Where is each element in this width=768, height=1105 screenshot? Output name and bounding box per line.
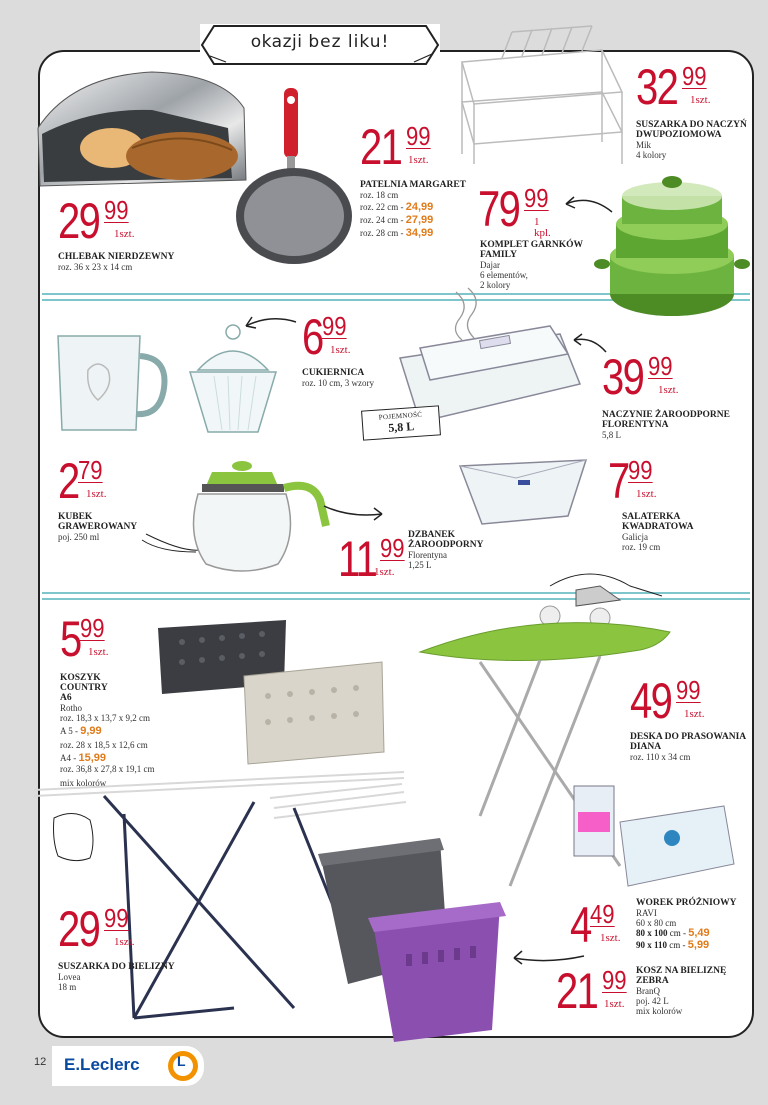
desc-worek: RAVI <box>636 908 657 918</box>
title-suszarka-bielizny: SUSZARKA DO BIELIZNY <box>58 962 175 972</box>
title-salaterka: KWADRATOWA <box>622 522 694 532</box>
desc-suszarka-naczyn: 4 kolory <box>636 150 667 160</box>
desc-garnki: 6 elementów, <box>480 270 528 280</box>
price-patelnia: 21 99 1szt. <box>360 119 431 175</box>
arrow-icon <box>240 310 300 334</box>
price-deska: 49 99 1szt. <box>630 673 705 729</box>
title-deska: DESKA DO PRASOWANIA <box>630 732 747 742</box>
desc-salaterka: Galicja <box>622 532 648 542</box>
option-koszyk-a4: A4 - 15,99 <box>60 752 107 764</box>
option-patelnia: roz. 28 cm - 34,99 <box>360 227 434 239</box>
arrow-icon <box>320 502 390 526</box>
title-naczynie: NACZYNIE ŻAROODPORNE <box>602 410 730 420</box>
price-kosz: 21 99 1szt. <box>556 963 627 1019</box>
laundry-baskets-image <box>316 834 512 1044</box>
capacity-badge: POJEMNOŚĆ 5,8 L <box>361 405 441 440</box>
option-patelnia: roz. 22 cm - 24,99 <box>360 201 434 213</box>
title-chlebak: CHLEBAK NIERDZEWNY <box>58 252 175 262</box>
pot-set-image <box>592 172 752 320</box>
title-garnki: KOMPLET GARNKÓW <box>480 240 584 250</box>
desc-suszarka-naczyn: Mik <box>636 140 652 150</box>
title-patelnia: PATELNIA MARGARET <box>360 180 467 190</box>
title-kubek: KUBEK <box>58 512 93 522</box>
price-cukiernica: 699 1szt. <box>302 309 351 365</box>
option-worek: 90 x 110 cm - 5,99 <box>636 939 710 951</box>
desc-suszarka-bielizny: Lovea <box>58 972 81 982</box>
desc-garnki: Dajar <box>480 260 500 270</box>
title-garnki: FAMILY <box>480 250 517 260</box>
desc-koszyk: roz. 28 x 18,5 x 12,6 cm <box>60 740 148 750</box>
page-number: 12 <box>34 1056 47 1068</box>
title-dzbanek: DZBANEK <box>408 530 455 540</box>
title-koszyk: KOSZYK <box>60 673 101 683</box>
vacuum-bag-image <box>572 782 738 890</box>
baskets-image <box>152 612 390 772</box>
option-patelnia: roz. 24 cm - 27,99 <box>360 214 434 226</box>
price-kubek: 279 1szt. <box>58 453 107 509</box>
desc-salaterka: roz. 19 cm <box>622 542 661 552</box>
logo-text: E.Leclerc <box>64 1055 140 1074</box>
logo-icon: L <box>168 1051 198 1081</box>
title-koszyk: A6 <box>60 693 72 703</box>
desc-deska: roz. 110 x 34 cm <box>630 752 691 762</box>
desc-chlebak: roz. 36 x 23 x 14 cm <box>58 262 133 272</box>
price-naczynie: 39 99 1szt. <box>602 349 679 405</box>
title-cukiernica: CUKIERNICA <box>302 368 365 378</box>
desc-kosz: mix kolorów <box>636 1006 683 1016</box>
price-worek: 449 1szt. <box>570 897 621 953</box>
desc-koszyk: Rotho <box>60 703 83 713</box>
dish-rack-image <box>452 22 630 172</box>
teapot-image <box>142 460 332 580</box>
option-koszyk-a5: A 5 - 9,99 <box>60 725 102 737</box>
desc-kosz: BranQ <box>636 986 660 996</box>
price-dzbanek: 11 99 1szt. <box>338 531 405 587</box>
title-naczynie: FLORENTYNA <box>602 420 669 430</box>
price-salaterka: 799 1szt. <box>608 453 657 509</box>
option-worek: 80 x 100 cm - 5,49 <box>636 927 710 939</box>
price-suszarka-bielizny: 29 99 1szt. <box>58 901 135 957</box>
salad-bowl-image <box>456 456 590 530</box>
title-suszarka-naczyn: SUSZARKA DO NACZYŃ <box>636 120 747 130</box>
title-suszarka-naczyn: DWUPOZIOMOWA <box>636 130 722 140</box>
arrow-icon <box>560 192 616 218</box>
price-suszarka-naczyn: 32 99 1szt. <box>636 59 711 115</box>
desc-patelnia: roz. 18 cm <box>360 190 399 200</box>
title-kosz: ZEBRA <box>636 976 669 986</box>
leclerc-logo[interactable] <box>52 1046 204 1086</box>
title-dzbanek: ŻAROODPORNY <box>408 540 484 550</box>
price-koszyk: 599 1szt. <box>60 611 109 667</box>
line-decoration <box>140 536 200 560</box>
desc-naczynie: 5,8 L <box>602 430 621 440</box>
desc-garnki: 2 kolory <box>480 280 511 290</box>
breadbox-image <box>32 68 250 188</box>
price-chlebak: 29 99 1szt. <box>58 193 135 249</box>
banner-text: okazji bez liku! <box>250 32 390 52</box>
desc-cukiernica: roz. 10 cm, 3 wzory <box>302 378 374 388</box>
title-kosz: KOSZ NA BIELIZNĘ <box>636 966 727 976</box>
desc-koszyk: mix kolorów <box>60 778 107 788</box>
title-koszyk: COUNTRY <box>60 683 108 693</box>
desc-kubek: poj. 250 ml <box>58 532 100 542</box>
price-garnki: 79 99 1 kpl. <box>478 181 551 239</box>
frying-pan-image <box>232 86 360 268</box>
title-deska: DIANA <box>630 742 662 752</box>
desc-worek: 60 x 80 cm <box>636 918 677 928</box>
title-worek: WOREK PRÓŻNIOWY <box>636 898 737 908</box>
desc-dzbanek: Florentyna <box>408 550 447 560</box>
mug-image <box>52 330 172 438</box>
desc-koszyk: roz. 36,8 x 27,8 x 19,1 cm <box>60 764 155 774</box>
title-kubek: GRAWEROWANY <box>58 522 138 532</box>
sugar-bowl-image <box>178 322 288 440</box>
title-salaterka: SALATERKA <box>622 512 681 522</box>
desc-koszyk: roz. 18,3 x 13,7 x 9,2 cm <box>60 713 150 723</box>
banner <box>200 24 440 66</box>
desc-kosz: poj. 42 L <box>636 996 669 1006</box>
desc-suszarka-bielizny: 18 m <box>58 982 77 992</box>
desc-dzbanek: 1,25 L <box>408 560 432 570</box>
